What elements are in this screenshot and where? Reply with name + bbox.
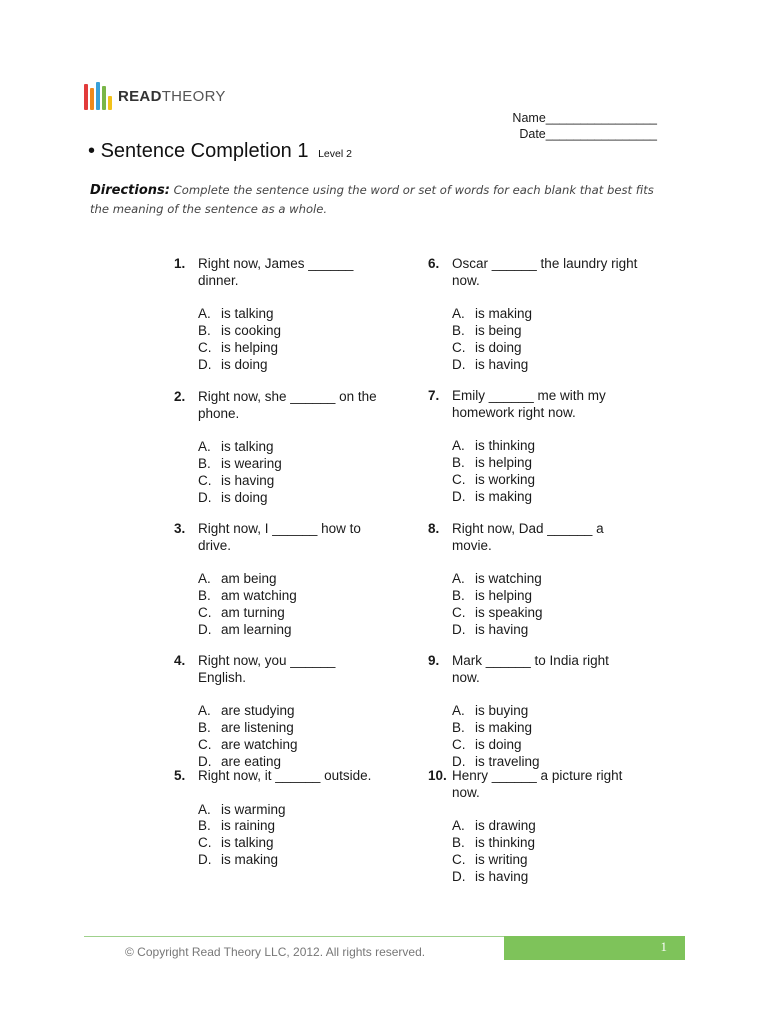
level-label: Level 2 <box>318 148 352 160</box>
option-letter: A. <box>198 801 211 817</box>
answer-option[interactable] <box>198 835 384 852</box>
option-letter: C. <box>198 472 212 488</box>
answer-option[interactable] <box>452 306 638 323</box>
answer-option[interactable] <box>452 720 638 737</box>
option-letter: C. <box>452 604 466 620</box>
answer-option[interactable] <box>452 818 638 835</box>
option-letter: C. <box>198 736 212 752</box>
option-letter: A. <box>452 438 465 454</box>
option-letter: D. <box>452 621 466 637</box>
option-text: is drawing <box>475 818 536 834</box>
question-number: 7. <box>428 388 440 403</box>
option-text: is helping <box>475 455 533 471</box>
option-text: is working <box>475 471 536 487</box>
option-text: is doing <box>221 489 268 505</box>
question-8 <box>428 521 638 638</box>
option-letter: C. <box>452 471 466 487</box>
question-number: 9. <box>428 653 440 668</box>
option-text: is talking <box>221 306 274 322</box>
option-text: am learning <box>221 621 292 637</box>
question-number: 3. <box>174 521 186 536</box>
question-3 <box>174 521 384 638</box>
answer-option[interactable] <box>198 720 384 737</box>
option-letter: B. <box>198 588 211 604</box>
answer-options <box>452 438 638 505</box>
answer-option[interactable] <box>198 490 384 507</box>
question-number: 2. <box>174 389 186 404</box>
answer-option[interactable] <box>452 323 638 340</box>
option-text: is having <box>475 868 529 884</box>
question-text: Mark ______ to India right now. <box>452 653 609 685</box>
answer-option[interactable] <box>452 835 638 852</box>
option-letter: A. <box>452 818 465 834</box>
option-letter: C. <box>452 851 466 867</box>
option-text: is doing <box>221 356 268 372</box>
option-letter: B. <box>198 720 211 736</box>
answer-options <box>452 818 638 885</box>
option-letter: C. <box>198 835 212 851</box>
option-text: is warming <box>221 801 286 817</box>
answer-option[interactable] <box>452 869 638 886</box>
question-text: Right now, James ______ dinner. <box>198 256 354 288</box>
option-text: are studying <box>221 703 295 719</box>
question-4 <box>174 653 384 770</box>
option-text: are listening <box>221 720 294 736</box>
answer-option[interactable] <box>452 703 638 720</box>
option-letter: A. <box>198 703 211 719</box>
answer-option[interactable] <box>452 489 638 506</box>
option-letter: C. <box>452 736 466 752</box>
option-text: is helping <box>475 588 533 604</box>
option-letter: C. <box>198 604 212 620</box>
option-letter: D. <box>452 868 466 884</box>
title-bullet: • <box>88 140 96 162</box>
option-text: is watching <box>475 571 542 587</box>
question-1 <box>174 256 384 373</box>
question-number: 6. <box>428 256 440 271</box>
answer-option[interactable] <box>198 588 384 605</box>
answer-option[interactable] <box>198 439 384 456</box>
answer-option[interactable] <box>198 340 384 357</box>
option-letter: D. <box>198 851 212 867</box>
option-text: is buying <box>475 703 529 719</box>
answer-option[interactable] <box>452 438 638 455</box>
option-letter: B. <box>452 455 465 471</box>
option-letter: B. <box>198 818 211 834</box>
directions-text: Complete the sentence using the word or set of words for each blank that best fits the meaning of the sentence as a whole. <box>90 183 654 216</box>
answer-option[interactable] <box>452 622 638 639</box>
option-text: is making <box>475 306 533 322</box>
option-text: is talking <box>221 835 274 851</box>
directions-label: Directions: <box>90 183 170 198</box>
option-text: is wearing <box>221 456 282 472</box>
footer-divider <box>84 936 504 937</box>
option-text: is making <box>475 488 533 504</box>
question-text: Right now, you ______ English. <box>198 653 336 685</box>
option-letter: A. <box>452 306 465 322</box>
option-letter: B. <box>452 720 465 736</box>
option-letter: B. <box>198 323 211 339</box>
option-text: is thinking <box>475 835 536 851</box>
option-text: is being <box>475 323 522 339</box>
option-letter: D. <box>198 356 212 372</box>
option-letter: D. <box>452 753 466 769</box>
option-letter: C. <box>452 339 466 355</box>
name-field[interactable]: Name________________ <box>512 111 657 125</box>
option-letter: D. <box>198 621 212 637</box>
option-text: is doing <box>475 736 522 752</box>
option-letter: B. <box>452 323 465 339</box>
answer-option[interactable] <box>198 357 384 374</box>
name-date-fields <box>505 110 657 142</box>
question-6 <box>428 256 638 373</box>
question-text: Henry ______ a picture right now. <box>452 768 623 800</box>
answer-options <box>452 703 638 770</box>
option-text: is making <box>475 720 533 736</box>
option-text: is having <box>221 472 275 488</box>
option-text: am watching <box>221 588 297 604</box>
page-title <box>88 140 352 163</box>
option-letter: B. <box>452 835 465 851</box>
answer-option[interactable] <box>198 605 384 622</box>
answer-option[interactable] <box>198 323 384 340</box>
question-number: 4. <box>174 653 186 668</box>
option-text: is doing <box>475 339 522 355</box>
question-text: Right now, she ______ on the phone. <box>198 389 377 421</box>
option-text: is making <box>221 851 279 867</box>
option-letter: A. <box>452 703 465 719</box>
copyright-text: © Copyright Read Theory LLC, 2012. All rights reserved. <box>125 945 426 959</box>
answer-options <box>198 571 384 638</box>
title-text: Sentence Completion 1 <box>100 140 309 162</box>
option-letter: A. <box>452 571 465 587</box>
answer-options <box>452 306 638 373</box>
option-letter: B. <box>198 456 211 472</box>
option-letter: B. <box>452 588 465 604</box>
option-letter: D. <box>198 489 212 505</box>
option-text: is writing <box>475 851 528 867</box>
answer-options <box>198 306 384 373</box>
answer-options <box>452 571 638 638</box>
question-number: 8. <box>428 521 440 536</box>
option-letter: D. <box>198 753 212 769</box>
option-letter: D. <box>452 356 466 372</box>
option-text: are eating <box>221 753 282 769</box>
answer-option[interactable] <box>452 605 638 622</box>
books-icon <box>84 82 112 110</box>
question-text: Oscar ______ the laundry right now. <box>452 256 638 288</box>
answer-option[interactable] <box>198 818 384 835</box>
directions <box>90 181 660 219</box>
question-number: 1. <box>174 256 186 271</box>
answer-options <box>198 802 384 869</box>
option-text: is traveling <box>475 753 540 769</box>
answer-option[interactable] <box>452 340 638 357</box>
option-letter: D. <box>452 488 466 504</box>
answer-option[interactable] <box>198 571 384 588</box>
question-text: Right now, it ______ outside. <box>198 768 372 783</box>
answer-option[interactable] <box>198 852 384 869</box>
option-text: am being <box>221 571 277 587</box>
answer-option[interactable] <box>452 357 638 374</box>
answer-options <box>198 439 384 506</box>
answer-options <box>198 703 384 770</box>
option-text: is having <box>475 621 529 637</box>
option-text: is helping <box>221 339 279 355</box>
option-letter: A. <box>198 439 211 455</box>
option-text: am turning <box>221 604 285 620</box>
question-10 <box>428 768 638 885</box>
answer-option[interactable] <box>452 455 638 472</box>
answer-option[interactable] <box>452 472 638 489</box>
option-text: is thinking <box>475 438 536 454</box>
answer-option[interactable] <box>452 571 638 588</box>
option-letter: C. <box>198 339 212 355</box>
option-text: are watching <box>221 736 298 752</box>
question-number: 10. <box>428 768 447 783</box>
answer-option[interactable] <box>452 588 638 605</box>
question-text: Right now, Dad ______ a movie. <box>452 521 604 553</box>
option-text: is talking <box>221 439 274 455</box>
answer-option[interactable] <box>198 473 384 490</box>
option-text: is having <box>475 356 529 372</box>
option-letter: A. <box>198 571 211 587</box>
page-number: 1 <box>660 939 667 954</box>
answer-option[interactable] <box>452 737 638 754</box>
answer-option[interactable] <box>198 456 384 473</box>
option-text: is cooking <box>221 323 282 339</box>
question-2 <box>174 389 384 506</box>
answer-option[interactable] <box>198 802 384 819</box>
option-text: is raining <box>221 818 276 834</box>
question-7 <box>428 388 638 505</box>
question-text: Right now, I ______ how to drive. <box>198 521 361 553</box>
date-field[interactable]: Date________________ <box>519 127 657 141</box>
question-5 <box>174 768 384 869</box>
answer-option[interactable] <box>452 852 638 869</box>
option-letter: A. <box>198 306 211 322</box>
question-text: Emily ______ me with my homework right now. <box>452 388 606 420</box>
option-text: is speaking <box>475 604 543 620</box>
answer-option[interactable] <box>198 306 384 323</box>
logo-wordmark: READTHEORY <box>118 87 226 105</box>
readtheory-logo <box>84 82 226 110</box>
answer-option[interactable] <box>198 622 384 639</box>
question-9 <box>428 653 638 770</box>
page-number-box <box>504 936 685 960</box>
question-number: 5. <box>174 768 186 783</box>
answer-option[interactable] <box>198 737 384 754</box>
answer-option[interactable] <box>198 703 384 720</box>
